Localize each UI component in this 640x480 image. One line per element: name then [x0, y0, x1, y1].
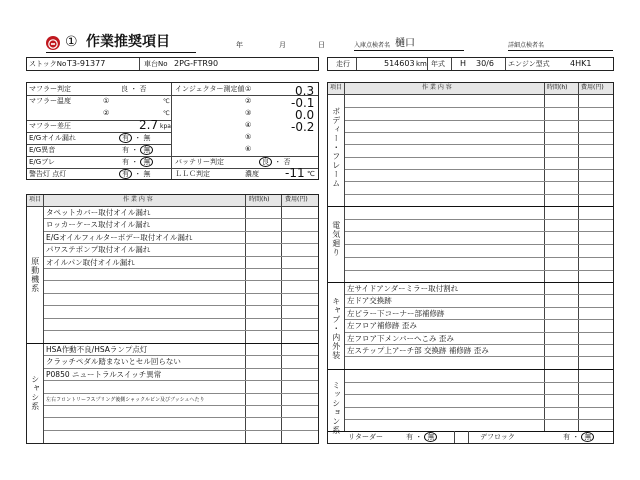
page-title: 作業推奨項目 — [86, 34, 170, 50]
mileage-value: 514603 — [384, 59, 415, 68]
muffler-pressure-value: 2.7 — [139, 118, 159, 132]
list-item: 左右フロントリーフスプリング後側シャックルピン及びブッシュへたり — [44, 394, 318, 406]
mileage-label: 走行 — [336, 60, 350, 68]
right-section4-label: ミッション系 — [331, 381, 341, 435]
llc-unit: ℃ — [307, 170, 315, 178]
list-item — [345, 357, 613, 369]
injector-value-2: -0.1 — [291, 96, 315, 110]
left-section2-rows — [44, 344, 318, 443]
warning-lamp-choice: 有 ・ 無 — [119, 171, 150, 178]
year-label: 年 — [236, 41, 243, 49]
injector-no-1: ① — [245, 85, 252, 93]
vibration-label: E/Gブレ — [29, 158, 55, 166]
right-section2-label: 電気廻り — [331, 221, 341, 257]
oil-leak-choice: 有 ・ 無 — [119, 135, 150, 142]
list-item: 左ドア交換跡 — [345, 295, 613, 307]
list-item — [44, 294, 318, 306]
injector-no-3: ③ — [245, 109, 252, 117]
list-item — [44, 406, 318, 418]
right-col-cost: 費用(円) — [581, 84, 604, 91]
year-era: H — [460, 59, 467, 68]
list-item: パワステポンプ取付オイル漏れ — [44, 244, 318, 256]
title-number: ① — [65, 34, 78, 50]
check-panel — [26, 82, 319, 180]
llc-value: -11 — [285, 166, 305, 180]
list-item — [44, 269, 318, 281]
logo-icon — [46, 36, 60, 50]
list-item — [44, 331, 318, 343]
list-item: タペットカバー取付オイル漏れ — [44, 207, 318, 219]
muffler-judge-options: 良 ・ 否 — [121, 85, 147, 93]
injector-no-4: ④ — [245, 121, 252, 129]
right-col-content: 作 業 内 容 — [422, 84, 452, 91]
injector-value-1: 0.3 — [295, 84, 315, 98]
mileage-unit: km — [416, 60, 427, 68]
retarder-choice: 有 ・ 無 — [406, 434, 437, 441]
injector-no-2: ② — [245, 97, 252, 105]
left-col-time: 時間(h) — [249, 196, 270, 203]
day-label: 日 — [318, 41, 325, 49]
temp-unit-2: ℃ — [163, 110, 170, 117]
list-item: HSA作動不良/HSAランプ点灯 — [44, 344, 318, 356]
vibration-choice: 有 ・ 無 — [122, 159, 153, 166]
injector-value-3: 0.0 — [295, 108, 315, 122]
stock-label: ストックNo — [29, 60, 67, 68]
right-work-table — [327, 82, 614, 444]
list-item — [44, 381, 318, 393]
injector-no-6: ⑥ — [245, 145, 252, 153]
engine-value: 4HK1 — [570, 59, 592, 68]
retarder-label: リターダー — [348, 433, 383, 441]
difflock-label: デフロック — [480, 433, 515, 441]
left-col-content: 作 業 内 容 — [123, 196, 153, 203]
difflock-choice: 有 ・ 無 — [563, 434, 594, 441]
battery-choice: 良 ・ 否 — [259, 159, 290, 166]
muffler-temp-1: ① — [103, 97, 110, 105]
left-section2-label: シャシ系 — [30, 375, 40, 411]
stock-value: T3-91377 — [67, 59, 106, 68]
list-item: E/Gオイルフィルターボデー取付オイル漏れ — [44, 232, 318, 244]
llc-label: ＬＬＣ判定 — [175, 170, 210, 178]
left-col-cost: 費用(円) — [285, 196, 308, 203]
list-item: 左ステップ上アーチ部 交換跡 補修跡 歪み — [345, 345, 613, 357]
pressure-unit: kpa — [160, 123, 171, 130]
engine-label: エンジン型式 — [508, 60, 550, 68]
oil-leak-label: E/Gオイル漏れ — [29, 134, 76, 142]
right-col-item: 項目 — [330, 84, 343, 91]
injector-value-4: -0.2 — [291, 120, 315, 134]
noise-label: E/G異音 — [29, 146, 56, 154]
list-item — [44, 319, 318, 331]
injector-no-5: ⑤ — [245, 133, 252, 141]
year-model-value: 30/6 — [476, 59, 494, 68]
chassis-value: 2PG-FTR90 — [174, 59, 219, 68]
noise-choice: 有 ・ 無 — [122, 147, 153, 154]
muffler-judge-label: マフラー判定 — [29, 85, 71, 93]
list-item: 左フロア補修跡 歪み — [345, 320, 613, 332]
warning-lamp-label: 警告灯 点灯 — [29, 170, 67, 178]
info-box-left — [26, 57, 319, 71]
injector-label: インジェクター測定値 — [175, 85, 245, 93]
left-work-table — [26, 194, 319, 444]
left-section1-label: 原動機系 — [30, 257, 40, 293]
right-section3-label: キャブ・内外装 — [331, 297, 341, 360]
right-section1-label: ボディー・フレーム — [331, 107, 341, 188]
inspector-name: 樋口 — [395, 38, 415, 49]
list-item: クラッチペダル踏まないとセル回らない — [44, 356, 318, 368]
temp-unit-1: ℃ — [163, 98, 170, 105]
list-item: オイルパン取付オイル漏れ — [44, 257, 318, 269]
muffler-temp-label: マフラー温度 — [29, 97, 71, 105]
right-section3-rows — [345, 283, 613, 369]
left-col-item: 項目 — [29, 196, 42, 203]
list-item — [44, 281, 318, 293]
list-item — [44, 431, 318, 443]
left-section1-rows — [44, 207, 318, 343]
list-item: 左ピラー下コーナー部補修跡 — [345, 308, 613, 320]
month-label: 月 — [279, 41, 286, 49]
list-item: 左フロア下メンバーへこみ 歪み — [345, 333, 613, 345]
info-box-right — [327, 57, 614, 71]
right-col-time: 時間(h) — [547, 84, 568, 91]
muffler-temp-2: ② — [103, 109, 110, 117]
chassis-label: 車台No — [144, 60, 168, 68]
list-item — [44, 306, 318, 318]
year-model-label: 年式 — [431, 60, 445, 68]
list-item — [44, 418, 318, 430]
list-item: P0850 ニュートラルスイッチ異常 — [44, 369, 318, 381]
detail-inspector-label: 詳細点検者名 — [508, 42, 545, 49]
list-item: 左サイドアンダーミラー取付割れ — [345, 283, 613, 295]
muffler-pressure-label: マフラー差圧 — [29, 122, 71, 130]
inspector-label: 入庫点検者名 — [354, 42, 391, 49]
battery-label: バッテリー判定 — [175, 158, 224, 166]
list-item: ロッカーケース取付オイル漏れ — [44, 219, 318, 231]
llc-density-label: 濃度 — [245, 170, 259, 178]
